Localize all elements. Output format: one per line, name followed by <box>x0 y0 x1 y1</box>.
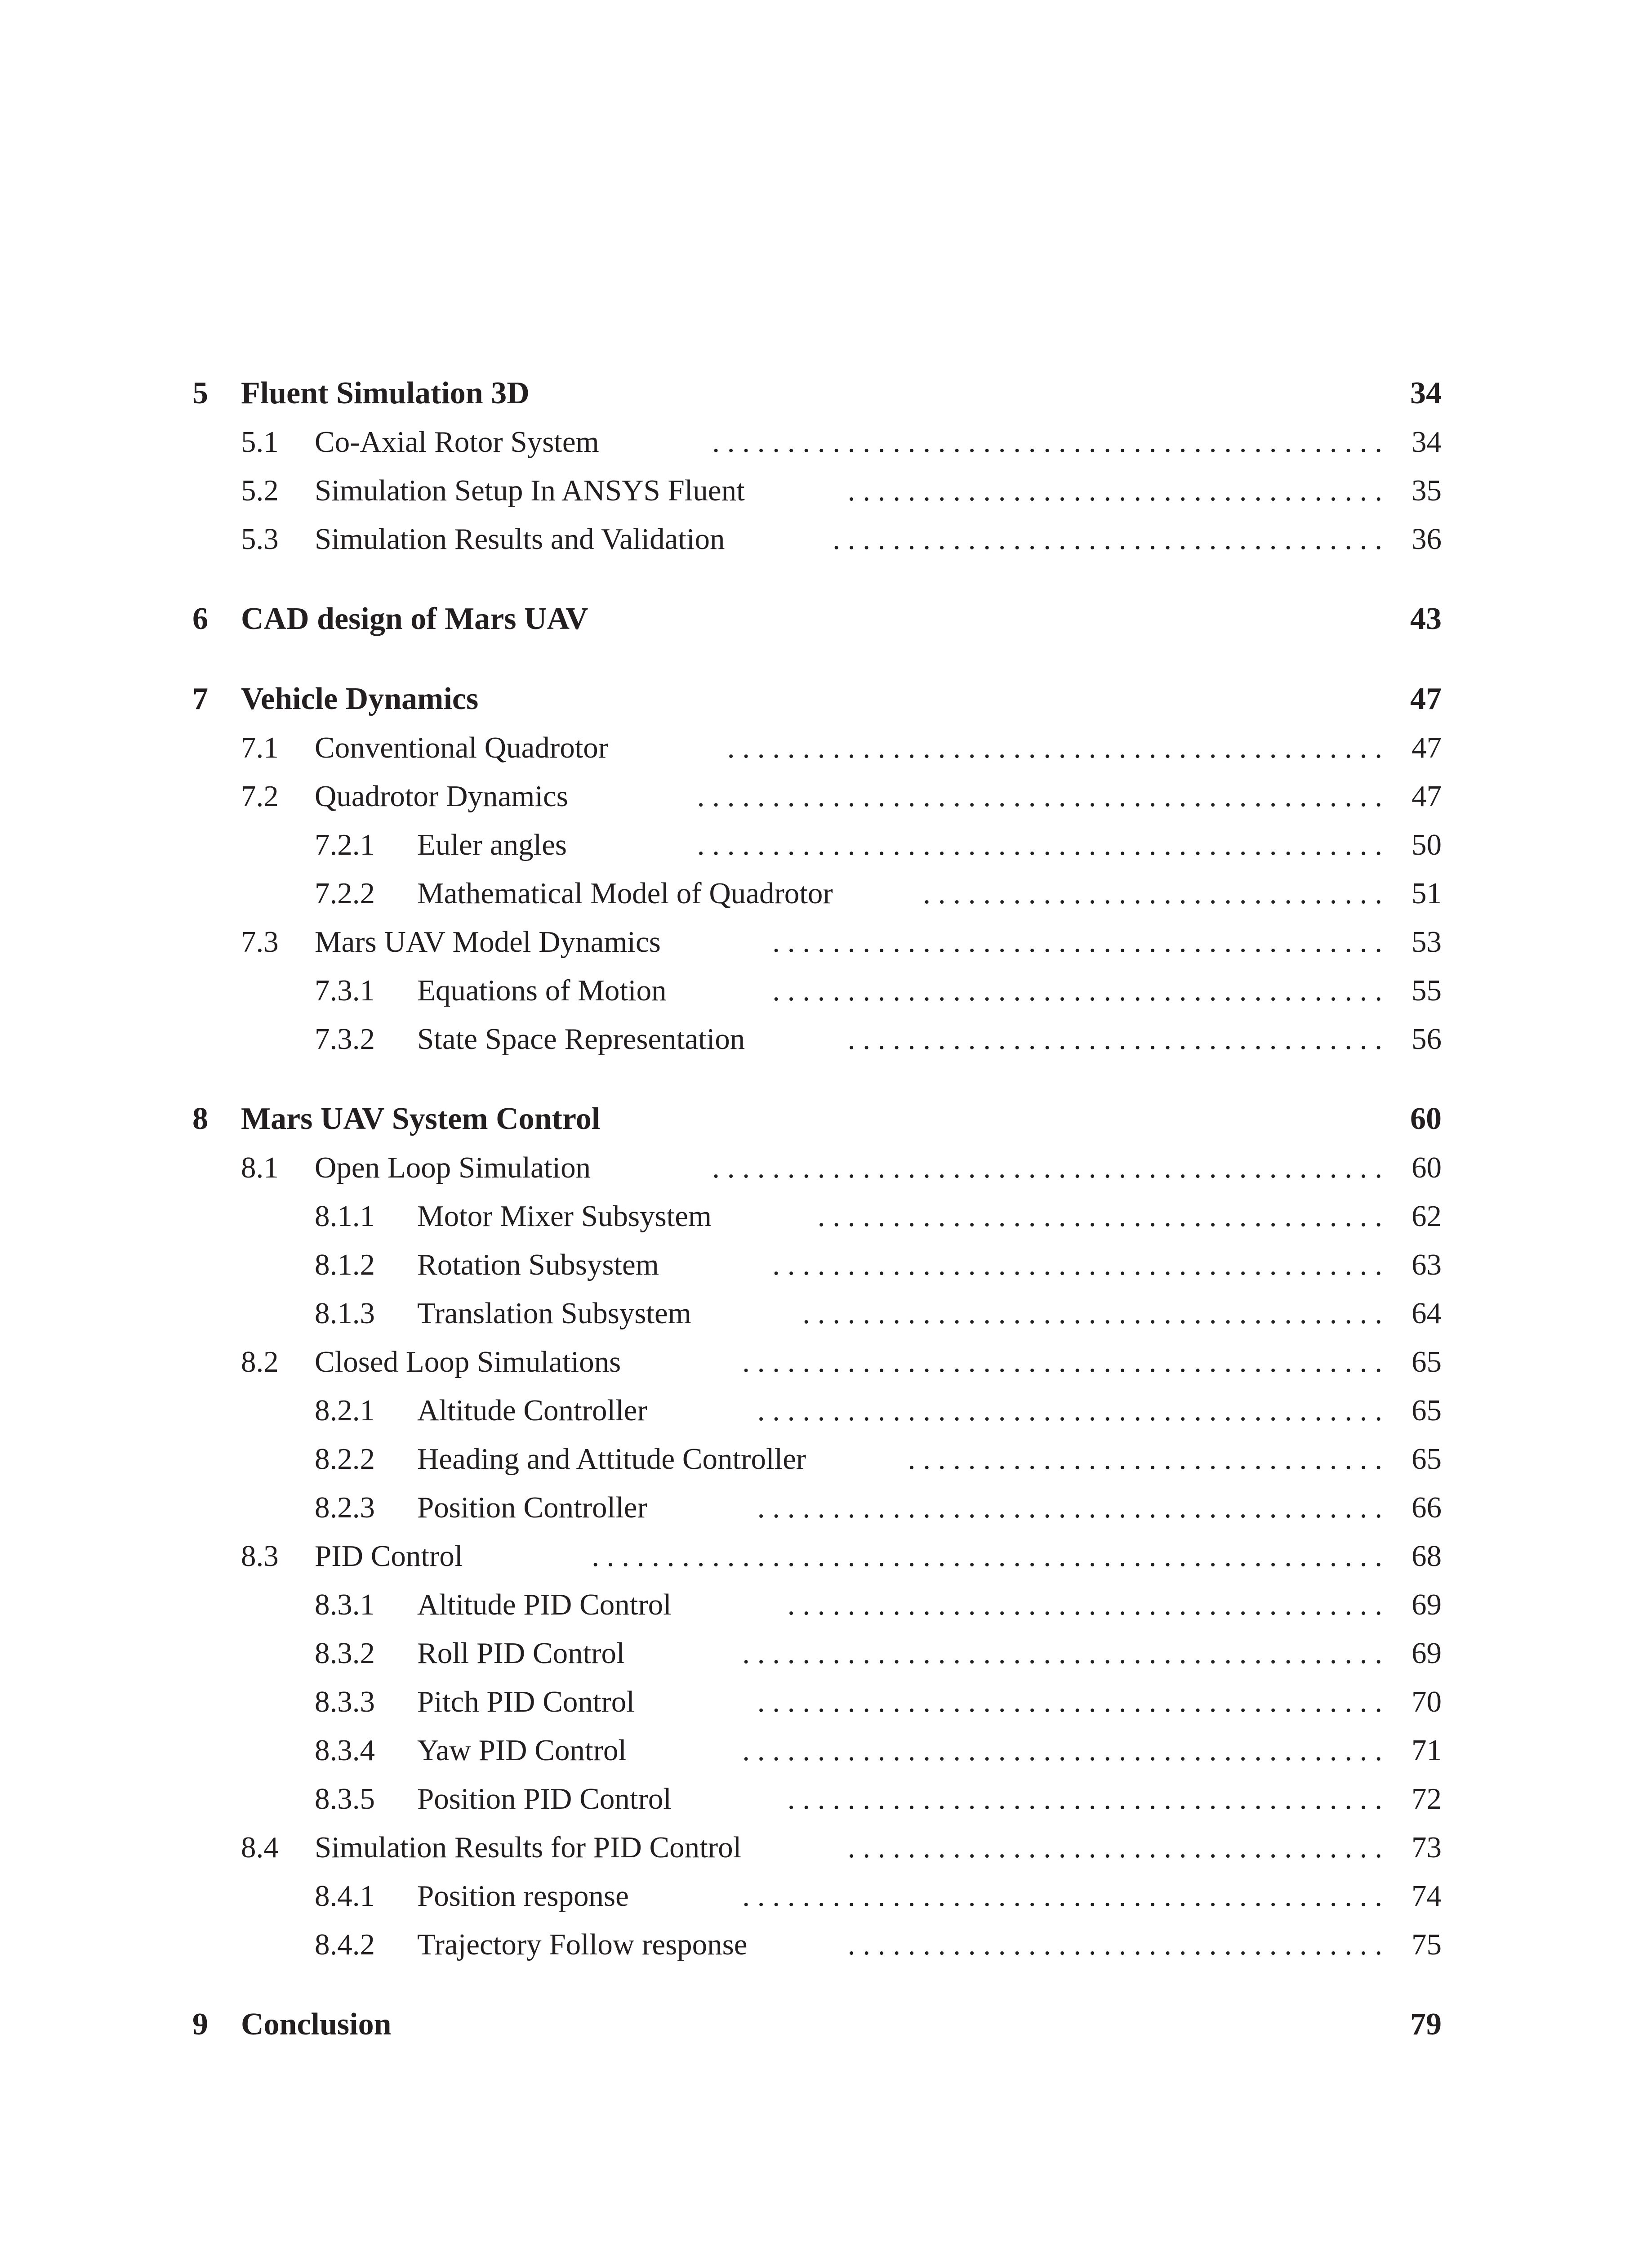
toc-entry-title: Open Loop Simulation <box>315 1151 591 1184</box>
toc-entry-number: 9 <box>192 2007 208 2042</box>
toc-entry-page-number: 64 <box>1412 1297 1442 1330</box>
toc-entry-number: 8.3.5 <box>315 1782 375 1815</box>
toc-entry-title: Trajectory Follow response <box>417 1928 748 1961</box>
toc-entry-page-number: 53 <box>1412 925 1442 959</box>
toc-section-entry[interactable] <box>0 514 1652 564</box>
toc-entry-page-number: 47 <box>1412 780 1442 813</box>
toc-subsection-entry[interactable] <box>0 1580 1652 1629</box>
toc-entry-number: 7.3 <box>241 925 279 959</box>
toc-entry-page-number: 69 <box>1412 1588 1442 1621</box>
toc-subsection-entry[interactable] <box>0 1774 1652 1824</box>
toc-entry-page-number: 47 <box>1412 731 1442 764</box>
toc-entry-title: Mathematical Model of Quadrotor <box>417 877 833 910</box>
toc-chapter-entry[interactable] <box>0 2000 1652 2049</box>
toc-entry-title: Mars UAV Model Dynamics <box>315 925 661 959</box>
toc-entry-title: Motor Mixer Subsystem <box>417 1200 712 1233</box>
toc-subsection-entry[interactable] <box>0 1483 1652 1532</box>
toc-entry-title: Simulation Results and Validation <box>315 522 725 556</box>
toc-entry-page-number: 62 <box>1412 1200 1442 1233</box>
toc-entry-number: 7.2 <box>241 780 279 813</box>
toc-entry-page-number: 74 <box>1412 1879 1442 1913</box>
toc-subsection-entry[interactable] <box>0 966 1652 1015</box>
toc-entry-number: 8.3.4 <box>315 1734 375 1767</box>
toc-entry-title: Simulation Setup In ANSYS Fluent <box>315 474 745 507</box>
toc-entry-title: Vehicle Dynamics <box>241 682 479 716</box>
toc-entry-number: 8.3.1 <box>315 1588 375 1621</box>
toc-leader-dots: . . . . . . . . . . . . . . . . . . . . . . . . . . . . . . . . <box>908 1442 1382 1476</box>
toc-section-entry[interactable] <box>0 1823 1652 1872</box>
toc-entry-number: 5.2 <box>241 474 279 507</box>
toc-entry-page-number: 69 <box>1412 1637 1442 1670</box>
toc-leader-dots: . . . . . . . . . . . . . . . . . . . . . . . . . . . . . . . . . . . . . . . . . . <box>757 1685 1382 1718</box>
toc-entry-number: 8.3.2 <box>315 1637 375 1670</box>
toc-subsection-entry[interactable] <box>0 1920 1652 1969</box>
toc-entry-title: Pitch PID Control <box>417 1685 635 1718</box>
toc-entry-page-number: 63 <box>1412 1248 1442 1281</box>
toc-entry-title: Rotation Subsystem <box>417 1248 659 1281</box>
toc-entry-number: 7 <box>192 682 208 716</box>
toc-subsection-entry[interactable] <box>0 869 1652 918</box>
toc-leader-dots: . . . . . . . . . . . . . . . . . . . . . . . . . . . . . . . . . . . . . . . . . . . . . . <box>697 780 1382 813</box>
toc-entry-number: 8.1.3 <box>315 1297 375 1330</box>
toc-leader-dots: . . . . . . . . . . . . . . . . . . . . . . . . . . . . . . . . . . . . . . . . . <box>772 925 1382 959</box>
toc-entry-page-number: 60 <box>1412 1151 1442 1184</box>
toc-subsection-entry[interactable] <box>0 1386 1652 1435</box>
toc-leader-dots: . . . . . . . . . . . . . . . . . . . . . . . . . . . . . . . . . . . . . . . . . . <box>757 1394 1382 1427</box>
toc-leader-dots: . . . . . . . . . . . . . . . . . . . . . . . . . . . . . . . . . . . . <box>847 1928 1382 1961</box>
toc-leader-dots: . . . . . . . . . . . . . . . . . . . . . . . . . . . . . . . . . . . . . . . <box>802 1297 1382 1330</box>
toc-section-entry[interactable] <box>0 772 1652 821</box>
toc-entry-page-number: 36 <box>1412 522 1442 556</box>
toc-entry-title: Position Controller <box>417 1491 647 1524</box>
toc-entry-title: Simulation Results for PID Control <box>315 1831 742 1864</box>
toc-entry-number: 8.4 <box>241 1831 279 1864</box>
toc-entry-number: 6 <box>192 602 208 636</box>
toc-entry-page-number: 43 <box>1410 602 1442 636</box>
toc-subsection-entry[interactable] <box>0 1014 1652 1064</box>
toc-subsection-entry[interactable] <box>0 1726 1652 1775</box>
toc-entry-page-number: 73 <box>1412 1831 1442 1864</box>
toc-entry-title: CAD design of Mars UAV <box>241 602 588 636</box>
toc-entry-title: Position response <box>417 1879 629 1913</box>
toc-leader-dots: . . . . . . . . . . . . . . . . . . . . . . . . . . . . . . . . . . . . . . . . . . . . . <box>712 1151 1382 1184</box>
toc-entry-number: 8.4.2 <box>315 1928 375 1961</box>
toc-entry-title: Position PID Control <box>417 1782 672 1815</box>
toc-entry-number: 8.2.1 <box>315 1394 375 1427</box>
toc-entry-title: Translation Subsystem <box>417 1297 691 1330</box>
toc-entry-page-number: 56 <box>1412 1022 1442 1056</box>
toc-subsection-entry[interactable] <box>0 820 1652 870</box>
toc-entry-title: Quadrotor Dynamics <box>315 780 568 813</box>
toc-leader-dots: . . . . . . . . . . . . . . . . . . . . . . . . . . . . . . . . . . . . . . . . . . . . . <box>712 425 1382 459</box>
toc-entry-number: 5.3 <box>241 522 279 556</box>
toc-leader-dots: . . . . . . . . . . . . . . . . . . . . . . . . . . . . . . . . . . . . . . . . . . . <box>742 1637 1382 1670</box>
toc-entry-number: 8.2.2 <box>315 1442 375 1476</box>
toc-entry-page-number: 34 <box>1412 425 1442 459</box>
toc-entry-title: Altitude Controller <box>417 1394 647 1427</box>
toc-entry-number: 8.2 <box>241 1345 279 1378</box>
toc-entry-title: Euler angles <box>417 828 567 861</box>
toc-entry-number: 7.3.2 <box>315 1022 375 1056</box>
toc-entry-page-number: 66 <box>1412 1491 1442 1524</box>
toc-section-entry[interactable] <box>0 723 1652 772</box>
toc-entry-number: 8.3.3 <box>315 1685 375 1718</box>
toc-leader-dots: . . . . . . . . . . . . . . . . . . . . . . . . . . . . . . . . . . . . <box>847 1831 1382 1864</box>
toc-leader-dots: . . . . . . . . . . . . . . . . . . . . . . . . . . . . . . . . . . . . . . . . . <box>772 974 1382 1007</box>
toc-entry-page-number: 72 <box>1412 1782 1442 1815</box>
toc-leader-dots: . . . . . . . . . . . . . . . . . . . . . . . . . . . . . . . . . . . . <box>847 1022 1382 1056</box>
toc-leader-dots: . . . . . . . . . . . . . . . . . . . . . . . . . . . . . . . . . . . . . . <box>817 1200 1382 1233</box>
toc-entry-page-number: 60 <box>1410 1102 1442 1136</box>
toc-entry-title: Roll PID Control <box>417 1637 625 1670</box>
toc-entry-title: Yaw PID Control <box>417 1734 627 1767</box>
toc-entry-number: 5.1 <box>241 425 279 459</box>
toc-entry-title: Conventional Quadrotor <box>315 731 609 764</box>
toc-leader-dots: . . . . . . . . . . . . . . . . . . . . . . . . . . . . . . . . . . . . . . . . . . . . . . . . . . . . . <box>592 1539 1382 1573</box>
toc-entry-number: 8.1.2 <box>315 1248 375 1281</box>
toc-section-entry[interactable] <box>0 917 1652 967</box>
toc-entry-title: PID Control <box>315 1539 463 1573</box>
toc-subsection-entry[interactable] <box>0 1628 1652 1678</box>
toc-chapter-entry[interactable] <box>0 1094 1652 1144</box>
toc-leader-dots: . . . . . . . . . . . . . . . . . . . . . . . . . . . . . . . . . . . . . . . . . . . . . . <box>697 828 1382 861</box>
toc-entry-page-number: 75 <box>1412 1928 1442 1961</box>
toc-subsection-entry[interactable] <box>0 1240 1652 1289</box>
toc-leader-dots: . . . . . . . . . . . . . . . . . . . . . . . . . . . . . . . . . . . . . . . . <box>787 1588 1382 1621</box>
toc-section-entry[interactable] <box>0 1531 1652 1581</box>
toc-leader-dots: . . . . . . . . . . . . . . . . . . . . . . . . . . . . . . . . . . . . . . . . . . . . <box>727 731 1382 764</box>
toc-subsection-entry[interactable] <box>0 1289 1652 1338</box>
toc-subsection-entry[interactable] <box>0 1191 1652 1241</box>
toc-entry-page-number: 65 <box>1412 1394 1442 1427</box>
toc-entry-title: Closed Loop Simulations <box>315 1345 621 1378</box>
toc-leader-dots: . . . . . . . . . . . . . . . . . . . . . . . . . . . . . . . . . . . . . . . . <box>787 1782 1382 1815</box>
toc-entry-number: 7.1 <box>241 731 279 764</box>
toc-leader-dots: . . . . . . . . . . . . . . . . . . . . . . . . . . . . . . . . . . . . . . . . . . <box>757 1491 1382 1524</box>
toc-entry-title: Co-Axial Rotor System <box>315 425 599 459</box>
toc-entry-page-number: 50 <box>1412 828 1442 861</box>
toc-entry-page-number: 79 <box>1410 2007 1442 2042</box>
toc-entry-number: 8 <box>192 1102 208 1136</box>
toc-chapter-entry[interactable] <box>0 674 1652 724</box>
toc-entry-title: Fluent Simulation 3D <box>241 376 530 410</box>
toc-leader-dots: . . . . . . . . . . . . . . . . . . . . . . . . . . . . . . . <box>923 877 1382 910</box>
toc-entry-number: 7.2.2 <box>315 877 375 910</box>
toc-leader-dots: . . . . . . . . . . . . . . . . . . . . . . . . . . . . . . . . . . . . . <box>833 522 1382 556</box>
toc-entry-page-number: 70 <box>1412 1685 1442 1718</box>
toc-leader-dots: . . . . . . . . . . . . . . . . . . . . . . . . . . . . . . . . . . . . . . . . . . . <box>742 1345 1382 1378</box>
toc-entry-title: Heading and Attitude Controller <box>417 1442 806 1476</box>
toc-entry-title: State Space Representation <box>417 1022 745 1056</box>
toc-entry-title: Mars UAV System Control <box>241 1102 601 1136</box>
toc-subsection-entry[interactable] <box>0 1871 1652 1921</box>
toc-entry-number: 7.2.1 <box>315 828 375 861</box>
toc-entry-title: Altitude PID Control <box>417 1588 672 1621</box>
toc-subsection-entry[interactable] <box>0 1677 1652 1726</box>
toc-entry-page-number: 65 <box>1412 1442 1442 1476</box>
toc-entry-page-number: 68 <box>1412 1539 1442 1573</box>
toc-entry-page-number: 65 <box>1412 1345 1442 1378</box>
toc-entry-number: 8.1 <box>241 1151 279 1184</box>
toc-entry-number: 7.3.1 <box>315 974 375 1007</box>
toc-leader-dots: . . . . . . . . . . . . . . . . . . . . . . . . . . . . . . . . . . . . . . . . . . . <box>742 1734 1382 1767</box>
toc-section-entry[interactable] <box>0 1337 1652 1387</box>
toc-entry-title: Conclusion <box>241 2007 392 2042</box>
toc-entry-number: 8.3 <box>241 1539 279 1573</box>
toc-entry-title: Equations of Motion <box>417 974 667 1007</box>
toc-entry-number: 8.1.1 <box>315 1200 375 1233</box>
toc-chapter-entry[interactable] <box>0 369 1652 418</box>
toc-chapter-entry[interactable] <box>0 594 1652 644</box>
toc-entry-page-number: 47 <box>1410 682 1442 716</box>
toc-entry-page-number: 35 <box>1412 474 1442 507</box>
toc-section-entry[interactable] <box>0 417 1652 467</box>
toc-entry-number: 8.2.3 <box>315 1491 375 1524</box>
toc-leader-dots: . . . . . . . . . . . . . . . . . . . . . . . . . . . . . . . . . . . . . . . . . . . <box>742 1879 1382 1913</box>
toc-section-entry[interactable] <box>0 466 1652 515</box>
toc-leader-dots: . . . . . . . . . . . . . . . . . . . . . . . . . . . . . . . . . . . . <box>847 474 1382 507</box>
toc-entry-page-number: 55 <box>1412 974 1442 1007</box>
toc-entry-page-number: 71 <box>1412 1734 1442 1767</box>
toc-leader-dots: . . . . . . . . . . . . . . . . . . . . . . . . . . . . . . . . . . . . . . . . . <box>772 1248 1382 1281</box>
toc-entry-number: 5 <box>192 376 208 410</box>
toc-subsection-entry[interactable] <box>0 1434 1652 1484</box>
toc-entry-page-number: 51 <box>1412 877 1442 910</box>
toc-entry-page-number: 34 <box>1410 376 1442 410</box>
toc-entry-number: 8.4.1 <box>315 1879 375 1913</box>
toc-section-entry[interactable] <box>0 1143 1652 1192</box>
